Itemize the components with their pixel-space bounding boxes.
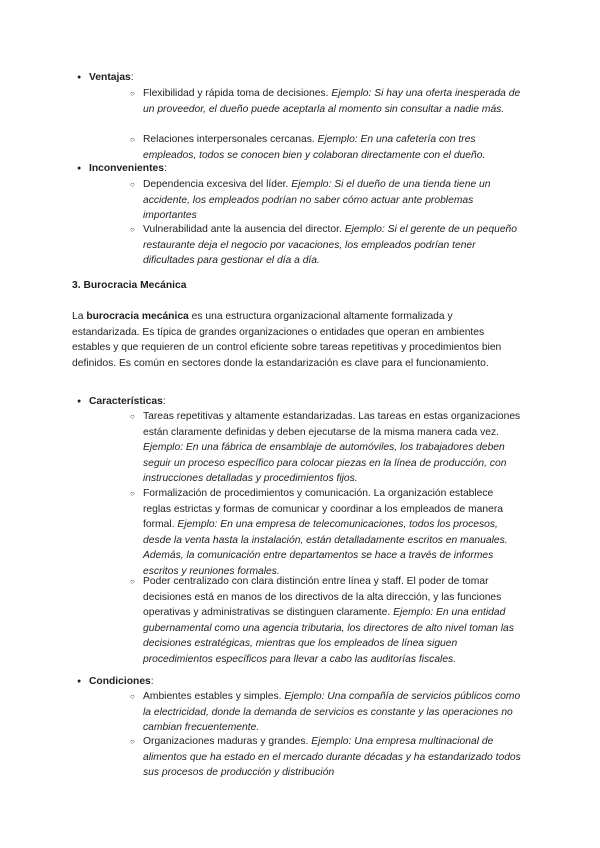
intro-lead: La: [72, 311, 87, 322]
item-example: Ejemplo: En una fábrica de ensamblaje de automóviles, los trabajadores deben seguir un proceso específico para colocar piezas en la línea de producción, con instrucciones detalladas y procedimientos fijos.: [143, 442, 507, 485]
list-item: [143, 86, 523, 117]
intro-bold-term: burocracia mecánica: [86, 311, 189, 322]
item-text: Dependencia excesiva del líder.: [143, 179, 289, 190]
bullet-ventajas: ● Ventajas:: [89, 70, 134, 86]
section-title: 3. Burocracia Mecánica: [72, 280, 187, 291]
item-example: Ejemplo: Si el gerente de un pequeño restaurante deja el negocio por vacaciones, los empleados podrían tener dificultades para gestionar el día a día.: [143, 224, 518, 267]
item-example: Ejemplo: Una compañía de servicios públicos como la electricidad, donde la demanda de servicios es constante y las operaciones no cambian frecuentemente.: [143, 691, 521, 734]
heading-inconvenientes: Inconvenientes: [89, 163, 164, 174]
list-item: [143, 222, 523, 269]
item-example: Ejemplo: En una entidad gubernamental como una agencia tributaria, los directores de alto nivel toman las decisiones estratégicas, mientras que los empleados de línea siguen procedimientos específicos para llevar a cabo las auditorías fiscales.: [143, 607, 514, 665]
item-example: Ejemplo: Una empresa multinacional de alimentos que ha estado en el mercado durante décadas y ha estandarizado todos sus procesos de producción y distribución: [143, 736, 521, 779]
list-item: [143, 177, 523, 224]
item-text: Relaciones interpersonales cercanas.: [143, 134, 315, 145]
list-item: [143, 574, 523, 668]
item-example: Ejemplo: Si hay una oferta inesperada de un proveedor, el dueño puede aceptarla al momento sin consultar a nadie más.: [143, 88, 521, 115]
item-example: Ejemplo: Si el dueño de una tienda tiene un accidente, los empleados podrían no saber cómo actuar ante problemas importantes: [143, 179, 491, 222]
item-text: Vulnerabilidad ante la ausencia del director.: [143, 224, 342, 235]
item-example: Ejemplo: En una empresa de telecomunicaciones, todos los procesos, desde la venta hasta la instalación, están detalladamente escritos en manuales. Además, la comunicación entre departamentos se hace a través de informes escritos y reuniones formales.: [143, 519, 508, 577]
intro-paragraph: [72, 309, 522, 371]
bullet-inconvenientes: ● Inconvenientes:: [89, 161, 167, 177]
item-text: Organizaciones maduras y grandes.: [143, 736, 309, 747]
list-item: [143, 409, 523, 487]
list-item: [143, 689, 523, 736]
list-item: [143, 734, 523, 781]
intro-rest: es una estructura organizacional altamente formalizada y estandarizada. Es típica de grandes organizaciones o entidades que operan en ambientes estables y que requieren de un control eficiente sobre tareas repetitivas y procedimientos bien definidos. Es común en sectores donde la estandarización es clave para el funcionamiento.: [72, 311, 502, 369]
list-item: [143, 486, 523, 580]
item-text: Poder centralizado con clara distinción entre línea y staff. El poder de tomar decisiones está en manos de los directivos de la alta dirección, y las funciones operativas y administrativas se distinguen claramente.: [143, 576, 502, 619]
item-text: Flexibilidad y rápida toma de decisiones.: [143, 88, 329, 99]
bullet-condiciones: ● Condiciones:: [89, 674, 154, 690]
item-text: Formalización de procedimientos y comunicación. La organización establece reglas estrictas y formas de comunicar y coordinar a los empleados de manera formal.: [143, 488, 503, 531]
heading-ventajas: Ventajas: [89, 72, 131, 83]
list-item: [143, 132, 523, 163]
heading-caracteristicas: Características: [89, 396, 163, 407]
item-example: Ejemplo: En una cafetería con tres empleados, todos se conocen bien y colaboran directamente con el dueño.: [143, 134, 486, 161]
bullet-caracteristicas: ● Características:: [89, 394, 166, 410]
heading-condiciones: Condiciones: [89, 676, 151, 687]
item-text: Ambientes estables y simples.: [143, 691, 282, 702]
item-text: Tareas repetitivas y altamente estandarizadas. Las tareas en estas organizaciones están claramente definidas y deben ejecutarse de la misma manera cada vez.: [143, 411, 521, 438]
